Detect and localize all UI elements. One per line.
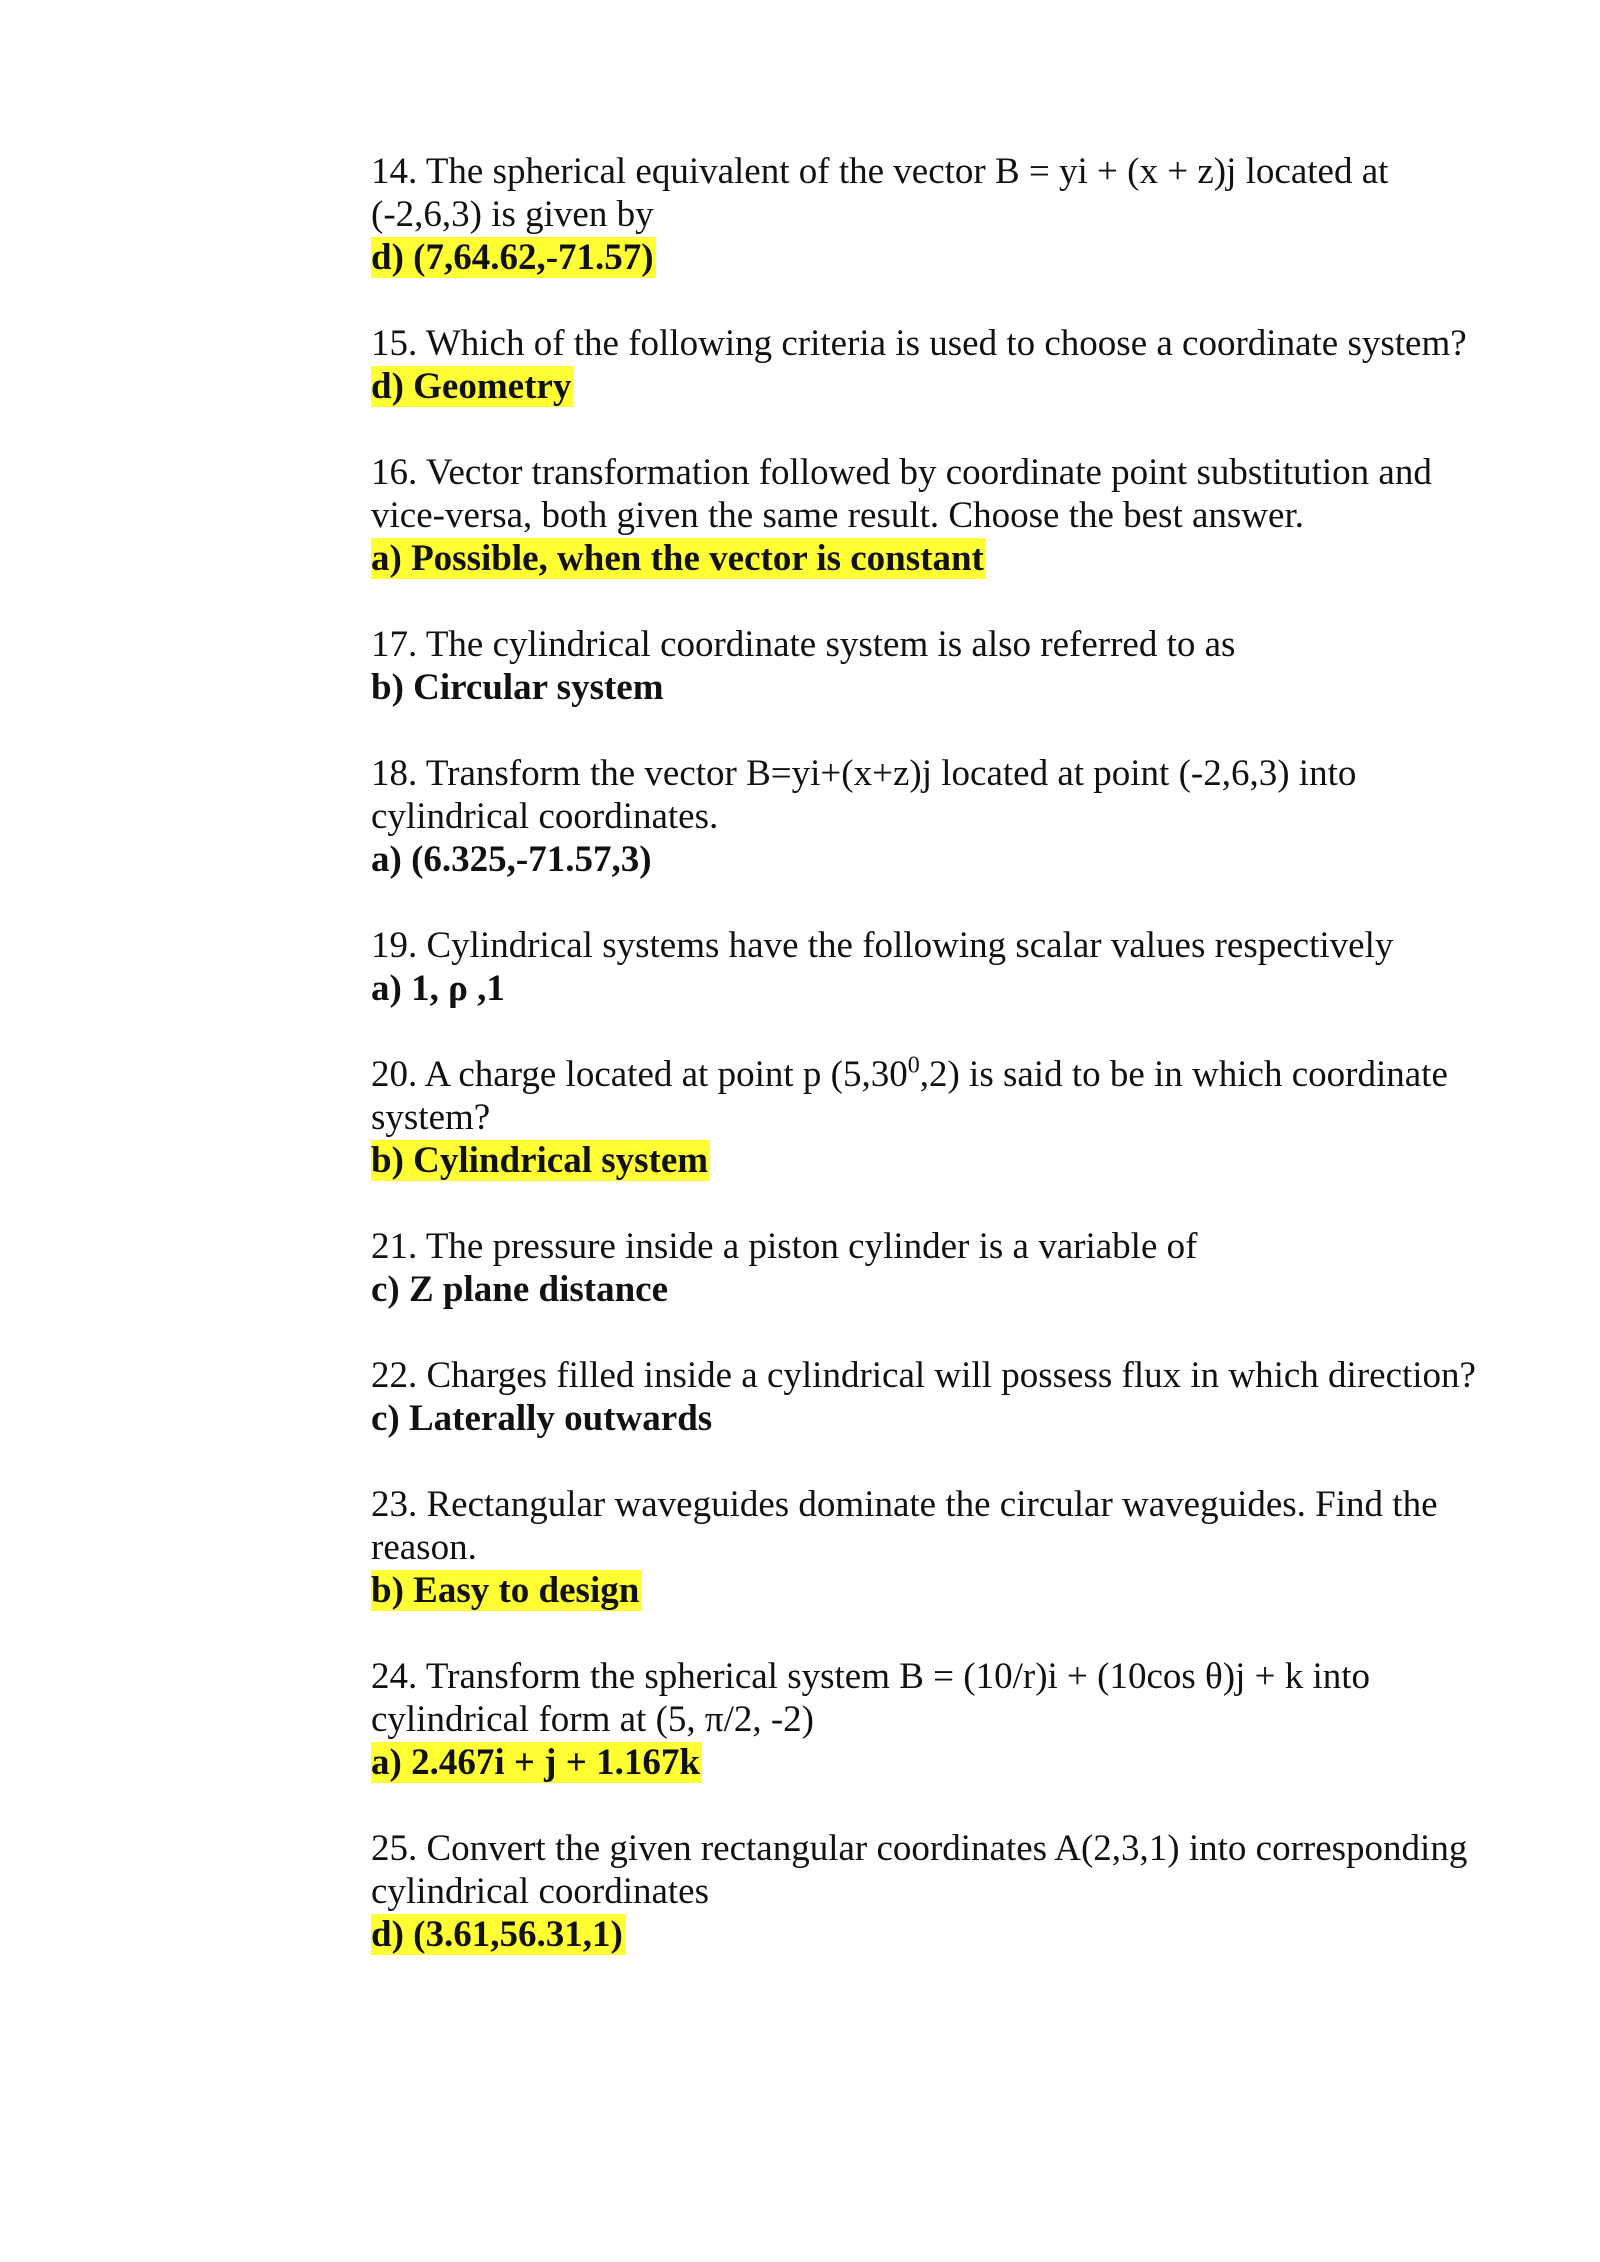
question-text: 17. The cylindrical coordinate system is also referred to as — [371, 624, 1236, 665]
degree-superscript: 0 — [907, 1052, 920, 1079]
question-item-23 — [371, 1483, 1486, 1612]
question-item-15 — [371, 322, 1486, 408]
answer-text — [371, 666, 1486, 709]
highlighted-answer: d) (3.61,56.31,1) — [371, 1914, 623, 1955]
question-item-19 — [371, 924, 1486, 1010]
question-item-22 — [371, 1354, 1486, 1440]
answer-text — [371, 1139, 1486, 1182]
question-text: 23. Rectangular waveguides dominate the circular waveguides. Find the reason. — [371, 1484, 1438, 1568]
question-text: 15. Which of the following criteria is used to choose a coordinate system? — [371, 323, 1467, 364]
answer-label: c) Laterally outwards — [371, 1398, 713, 1439]
question-item-25 — [371, 1827, 1486, 1956]
question-text: 18. Transform the vector B=yi+(x+z)j located at point (-2,6,3) into cylindrical coordinates. — [371, 753, 1357, 837]
highlighted-answer: b) Easy to design — [371, 1570, 640, 1611]
answer-text — [371, 967, 1486, 1010]
answer-label: b) Circular system — [371, 667, 664, 708]
question-text: 25. Convert the given rectangular coordinates A(2,3,1) into corresponding cylindrical coordinates — [371, 1828, 1468, 1912]
question-text: 14. The spherical equivalent of the vector B = yi + (x + z)j located at (-2,6,3) is given by — [371, 151, 1389, 235]
question-text: 16. Vector transformation followed by coordinate point substitution and vice-versa, both given the same result. Choose the best answer. — [371, 452, 1432, 536]
question-text — [371, 1053, 1486, 1139]
answer-label: c) Z plane distance — [371, 1269, 669, 1310]
highlighted-answer: b) Cylindrical system — [371, 1140, 709, 1181]
answer-text — [371, 1268, 1486, 1311]
question-text: 24. Transform the spherical system B = (10/r)i + (10cos θ)j + k into cylindrical form at (5, π/2, -2) — [371, 1656, 1371, 1740]
question-item-24 — [371, 1655, 1486, 1784]
question-list — [371, 150, 1486, 1999]
question-text-part: 20. A charge located at point p (5,30 — [371, 1054, 908, 1095]
answer-label: a) (6.325,-71.57,3) — [371, 839, 652, 880]
highlighted-answer: a) Possible, when the vector is constant — [371, 538, 984, 579]
answer-text — [371, 838, 1486, 881]
question-item-14 — [371, 150, 1486, 279]
highlighted-answer: d) Geometry — [371, 366, 572, 407]
answer-text — [371, 1913, 1486, 1956]
highlighted-answer: d) (7,64.62,-71.57) — [371, 237, 654, 278]
answer-text — [371, 537, 1486, 580]
answer-text — [371, 365, 1486, 408]
answer-text — [371, 1569, 1486, 1612]
question-item-17 — [371, 623, 1486, 709]
question-item-16 — [371, 451, 1486, 580]
answer-label: a) 1, ρ ,1 — [371, 968, 505, 1009]
highlighted-answer: a) 2.467i + j + 1.167k — [371, 1742, 700, 1783]
question-text: 21. The pressure inside a piston cylinder is a variable of — [371, 1226, 1198, 1267]
question-text-part: ,2) is said to be in which coordinate system? — [371, 1054, 1448, 1138]
question-item-21 — [371, 1225, 1486, 1311]
question-text: 22. Charges filled inside a cylindrical will possess flux in which direction? — [371, 1355, 1476, 1396]
answer-text — [371, 1397, 1486, 1440]
question-item-20 — [371, 1053, 1486, 1182]
question-item-18 — [371, 752, 1486, 881]
answer-text — [371, 1741, 1486, 1784]
answer-text — [371, 236, 1486, 279]
question-text: 19. Cylindrical systems have the following scalar values respectively — [371, 925, 1394, 966]
